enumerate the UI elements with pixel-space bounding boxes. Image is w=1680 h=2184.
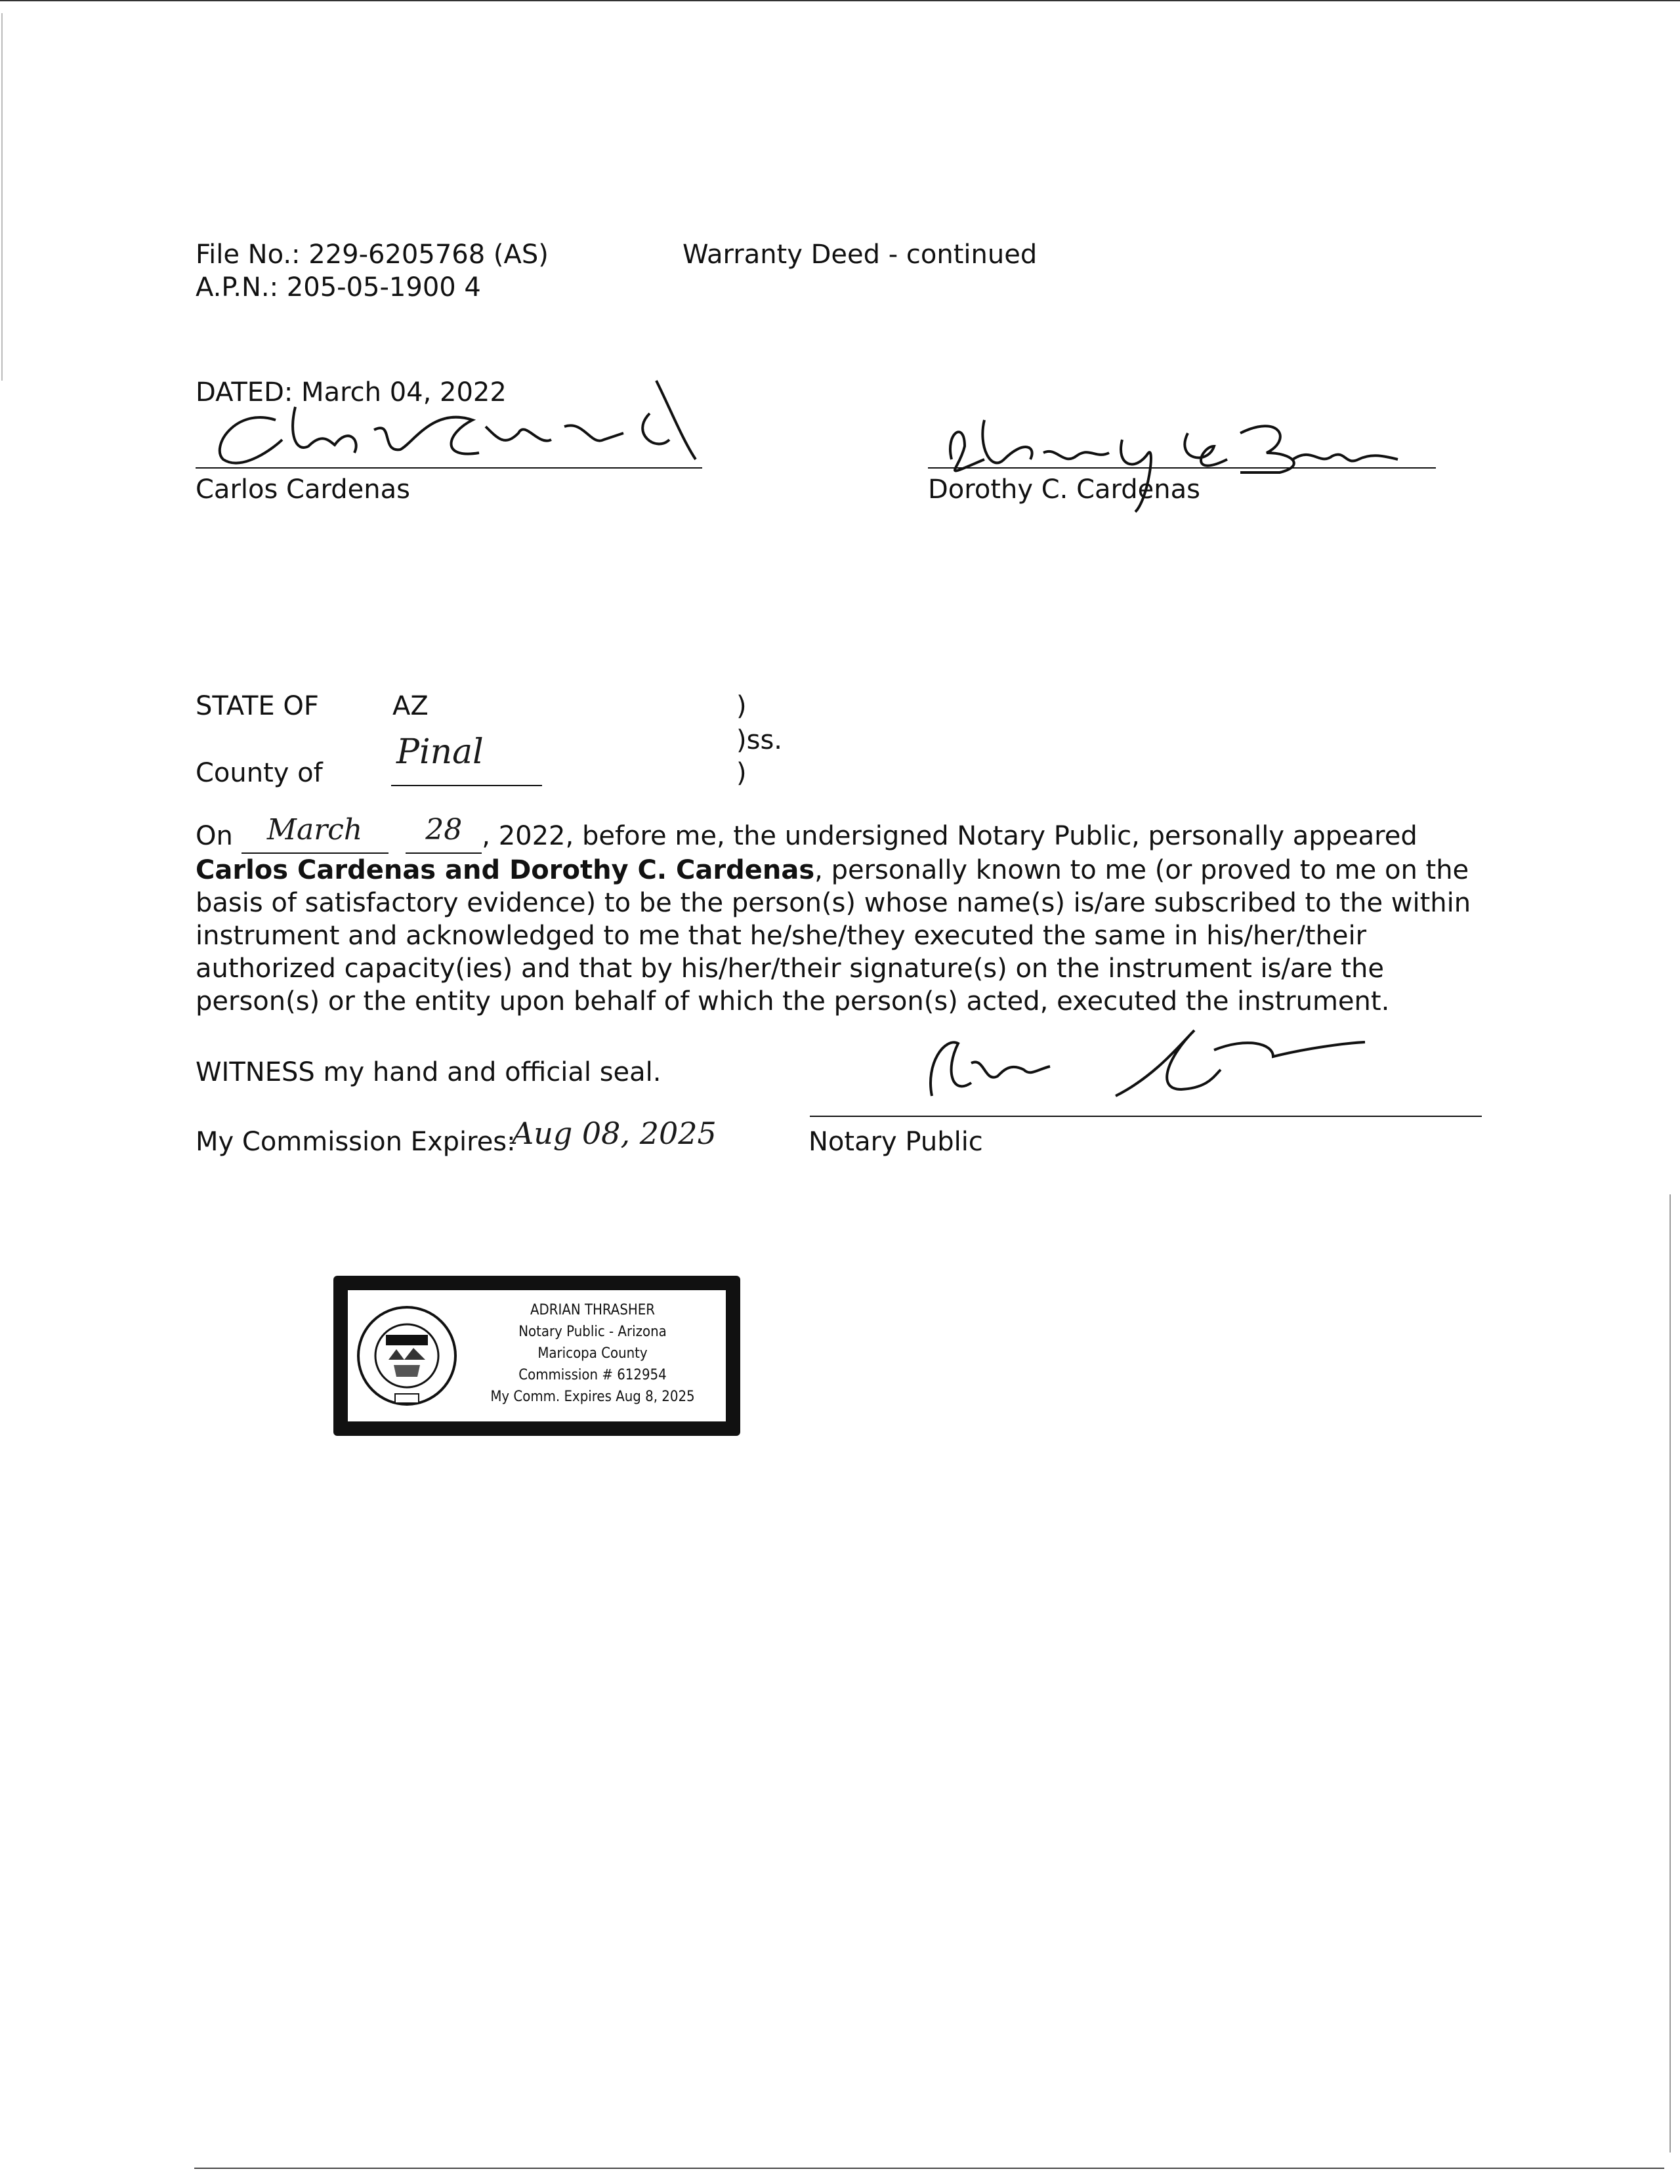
stamp-title: Notary Public - Arizona <box>518 1324 667 1340</box>
dated-line: DATED: March 04, 2022 <box>196 377 507 408</box>
notary-public-label: Notary Public <box>808 1127 983 1157</box>
signer2-name: Dorothy C. Cardenas <box>928 474 1200 505</box>
state-label: STATE OF <box>196 691 319 721</box>
carlos-signature <box>197 368 709 472</box>
commission-value: Aug 08, 2025 <box>512 1116 717 1151</box>
stamp-commission: Commission # 612954 <box>518 1367 667 1383</box>
bottom-border-line <box>194 2168 1664 2169</box>
state-value: AZ <box>392 691 429 721</box>
stamp-name: ADRIAN THRASHER <box>530 1302 656 1318</box>
county-line <box>391 785 542 786</box>
county-label: County of <box>196 758 323 788</box>
right-edge-mark <box>1670 1194 1671 2152</box>
appearing-names: Carlos Cardenas and Dorothy C. Cardenas <box>196 855 815 885</box>
venue-ss: )ss. <box>736 725 782 755</box>
file-number: File No.: 229-6205768 (AS) <box>196 240 549 270</box>
month-value: March <box>266 813 363 847</box>
notary-signature <box>906 1004 1391 1116</box>
notary-signature-line <box>810 1116 1482 1117</box>
acknowledgment-body: , personally known to me (or proved to me on the basis of satisfactory evidence) to be the person(s) whose name(s) is/are subscribed to the within instrument and acknowledged to me that he/she/they executed the same in his/her/their authorized capacity(ies) and that by his/her/their signature(s) on the instrument is/are the person(s) or the entity upon behalf of which the person(s) acted, executed the instrument. <box>196 855 1471 1017</box>
commission-label: My Commission Expires: <box>196 1127 516 1157</box>
witness-line: WITNESS my hand and official seal. <box>196 1057 662 1087</box>
stamp-text-block <box>465 1299 721 1408</box>
county-value: Pinal <box>396 732 484 772</box>
arizona-seal-icon <box>354 1297 459 1415</box>
signer1-signature-line <box>196 467 702 469</box>
on-label: On <box>196 821 233 851</box>
stamp-county: Maricopa County <box>537 1345 648 1362</box>
day-value: 28 <box>425 813 463 847</box>
document-title: Warranty Deed - continued <box>682 240 1038 270</box>
acknowledgment-paragraph <box>196 813 1482 1018</box>
top-border-line <box>0 0 1680 1</box>
signer2-signature-line <box>928 467 1436 469</box>
day-fill <box>406 813 482 854</box>
venue-paren-1: ) <box>736 691 747 721</box>
notary-stamp-inner <box>348 1290 726 1421</box>
left-edge-mark <box>1 13 3 381</box>
apn-number: A.P.N.: 205-05-1900 4 <box>196 272 481 303</box>
notary-stamp <box>333 1276 740 1436</box>
year-text: , 2022, before me, the undersigned Notary Public, personally appeared <box>482 821 1418 851</box>
stamp-expiry: My Comm. Expires Aug 8, 2025 <box>490 1389 695 1405</box>
venue-paren-3: ) <box>736 758 747 788</box>
signer1-name: Carlos Cardenas <box>196 474 410 505</box>
dorothy-signature <box>925 394 1437 525</box>
month-fill <box>242 813 388 854</box>
